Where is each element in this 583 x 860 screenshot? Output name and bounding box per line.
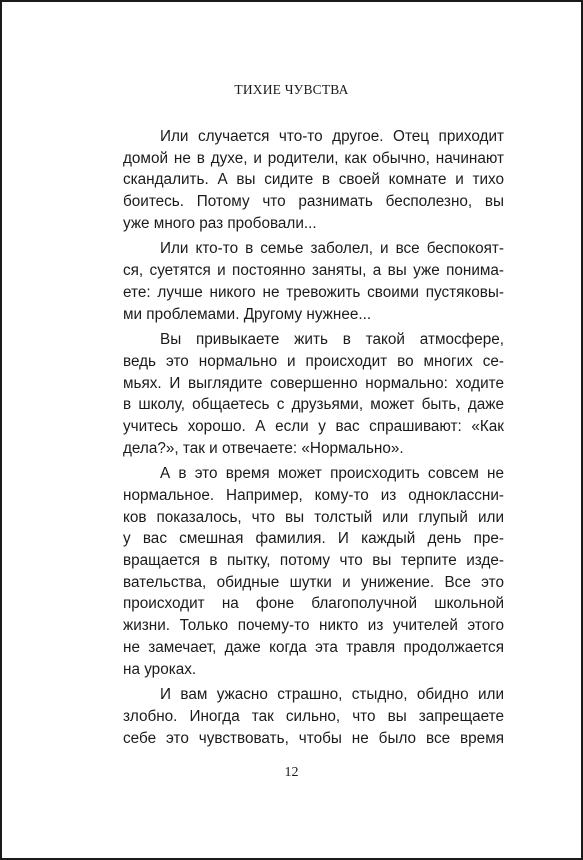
text-line: Или кто-то в семье заболел, и все беспокоят-: [160, 240, 504, 258]
paragraph-2: [123, 238, 504, 325]
text-line: уже много раз пробовали...: [123, 214, 317, 232]
text-line: на уроках.: [123, 660, 197, 678]
text-line: в школу, общаетесь с друзьями, может быть, даже: [123, 396, 504, 414]
text-line: Или случается что-то другое. Отец приходит: [160, 128, 504, 145]
text-line: не замечает, даже когда эта травля продолжается: [123, 638, 504, 656]
text-line: нормальное. Например, кому-то из одноклассни-: [123, 487, 504, 504]
text-line: ете: лучше никого не тревожить своими пустяковы-: [123, 283, 504, 301]
text-line: скандалить. А вы сидите в своей комнате и тихо: [123, 171, 504, 189]
text-line: домой не в духе, и родители, как обычно, начинают: [123, 149, 504, 167]
text-line: ведь это нормально и происходит во многих се-: [123, 352, 504, 370]
paragraph-3: [123, 329, 504, 459]
text-line: вращается в пытку, потому что вы терпите изде-: [123, 552, 504, 570]
text-line: себе это чувствовать, чтобы не было все время: [123, 729, 504, 747]
text-line: учитесь хорошо. А если у вас спрашивают: «Как: [123, 417, 504, 435]
text-line: дела?», так и отвечаете: «Нормально».: [123, 439, 404, 457]
text-line: жизни. Только почему-то никто из учителей этого: [123, 617, 504, 635]
page-number: 12: [284, 765, 299, 780]
text-line: происходит на фоне благополучной школьной: [123, 595, 504, 613]
text-line: И вам ужасно страшно, стыдно, обидно или: [160, 686, 504, 704]
body-text: [123, 126, 504, 749]
paragraph-5: [123, 684, 504, 749]
text-line: А в это время может происходить совсем не: [160, 465, 504, 483]
text-line: ся, суетятся и постоянно заняты, а вы уже понима-: [123, 262, 504, 280]
text-line: боитесь. Потому что разнимать бесполезно, вы: [123, 193, 504, 211]
text-line: вательства, обидные шутки и унижение. Все это: [123, 573, 504, 591]
text-line: мьях. И выглядите совершенно нормально: ходите: [123, 374, 504, 392]
text-line: у вас смешная фамилия. И каждый день пре-: [123, 530, 504, 548]
paragraph-4: [123, 463, 504, 680]
text-line: ми проблемами. Другому нужнее...: [123, 305, 372, 323]
text-line: ков показалось, что вы толстый или глупый или: [123, 508, 504, 526]
running-head: ТИХИЕ ЧУВСТВА: [234, 82, 349, 97]
paragraph-1: [123, 126, 504, 234]
text-line: злобно. Иногда так сильно, что вы запрещаете: [123, 707, 504, 725]
text-line: Вы привыкаете жить в такой атмосфере,: [160, 331, 504, 349]
